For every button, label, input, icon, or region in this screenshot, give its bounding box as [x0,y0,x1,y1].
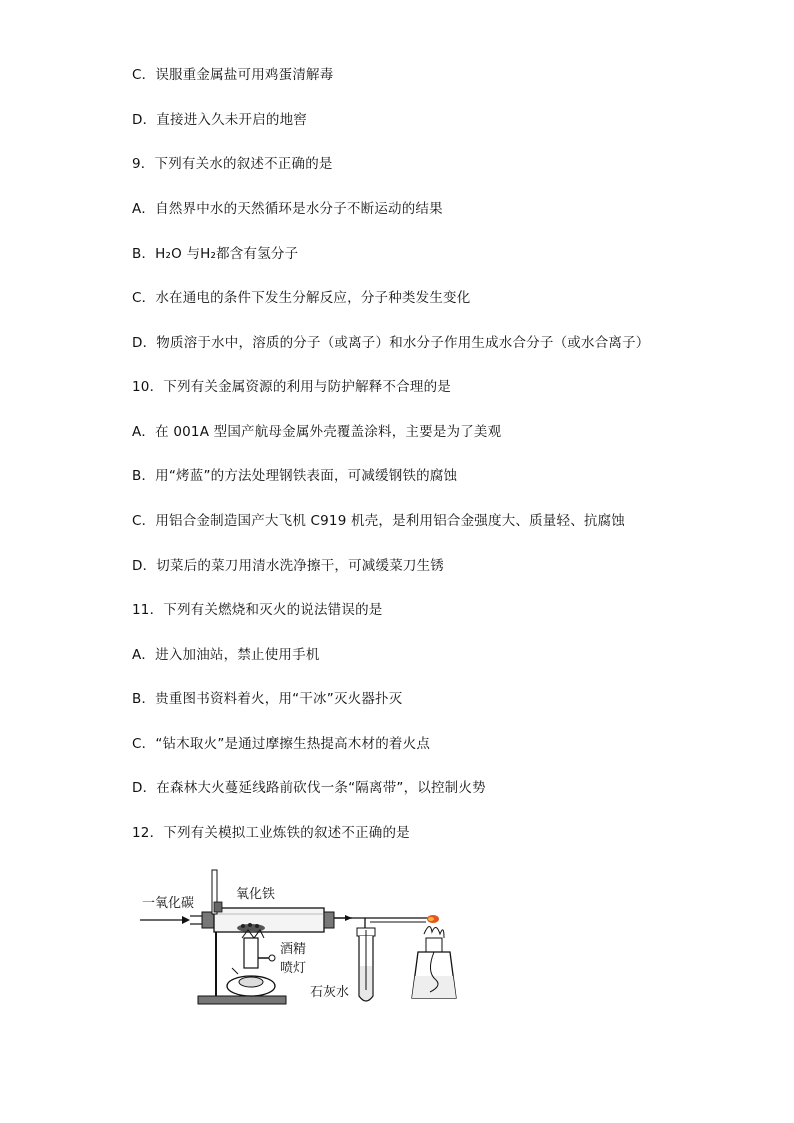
text-line: B．贵重图书资料着火，用“干冰”灭火器扑灭 [132,691,403,707]
text-line: C．误服重金属盐可用鸡蛋清解毒 [132,67,334,83]
text-line: A．自然界中水的天然循环是水分子不断运动的结果 [132,201,443,217]
text-line: C．“钻木取火”是通过摩擦生热提高木材的着火点 [132,736,431,752]
hard-glass-tube [202,908,352,932]
text-line: D．在森林大火蔓延线路前砍伐一条“隔离带”，以控制火势 [132,780,486,796]
limewater-test-tube [357,928,375,1001]
text-line: B．H₂O 与H₂都含有氢分子 [132,246,299,262]
text-line: B．用“烤蓝”的方法处理钢铁表面，可减缓钢铁的腐蚀 [132,468,458,484]
text-line: D．切菜后的菜刀用清水洗净擦干，可减缓菜刀生锈 [132,558,444,574]
limewater-label: 石灰水 [310,985,350,1000]
question-10-stem: 10．下列有关金属资源的利用与防护解释不合理的是 [132,379,451,395]
fe2o3-label: 氧化铁 [236,887,276,902]
co-label: 一氧化碳 [142,896,195,911]
text-line: C．水在通电的条件下发生分解反应，分子种类发生变化 [132,290,471,306]
question-12-stem: 12．下列有关模拟工业炼铁的叙述不正确的是 [132,825,410,841]
lamp-label-1: 酒精 [280,942,307,957]
text-line: D．直接进入久未开启的地窖 [132,112,307,128]
text-line: C．用铝合金制造国产大飞机 C919 机壳，是利用铝合金强度大、质量轻、抗腐蚀 [132,513,626,529]
alcohol-blowtorch [227,930,275,996]
text-line: A．进入加油站，禁止使用手机 [132,647,320,663]
text-line: A．在 001A 型国产航母金属外壳覆盖涂料，主要是为了美观 [132,424,502,440]
lamp-label-2: 喷灯 [280,961,307,976]
alcohol-lamp [412,926,456,998]
text-line: D．物质溶于水中，溶质的分子（或离子）和水分子作用生成水合分子（或水合离子） [132,335,650,351]
ironmaking-apparatus-diagram [130,868,460,1018]
gas-inlet-arrow [140,916,190,924]
question-11-stem: 11．下列有关燃烧和灭火的说法错误的是 [132,602,383,618]
question-9-stem: 9．下列有关水的叙述不正确的是 [132,156,333,172]
flame-icon [427,915,439,923]
